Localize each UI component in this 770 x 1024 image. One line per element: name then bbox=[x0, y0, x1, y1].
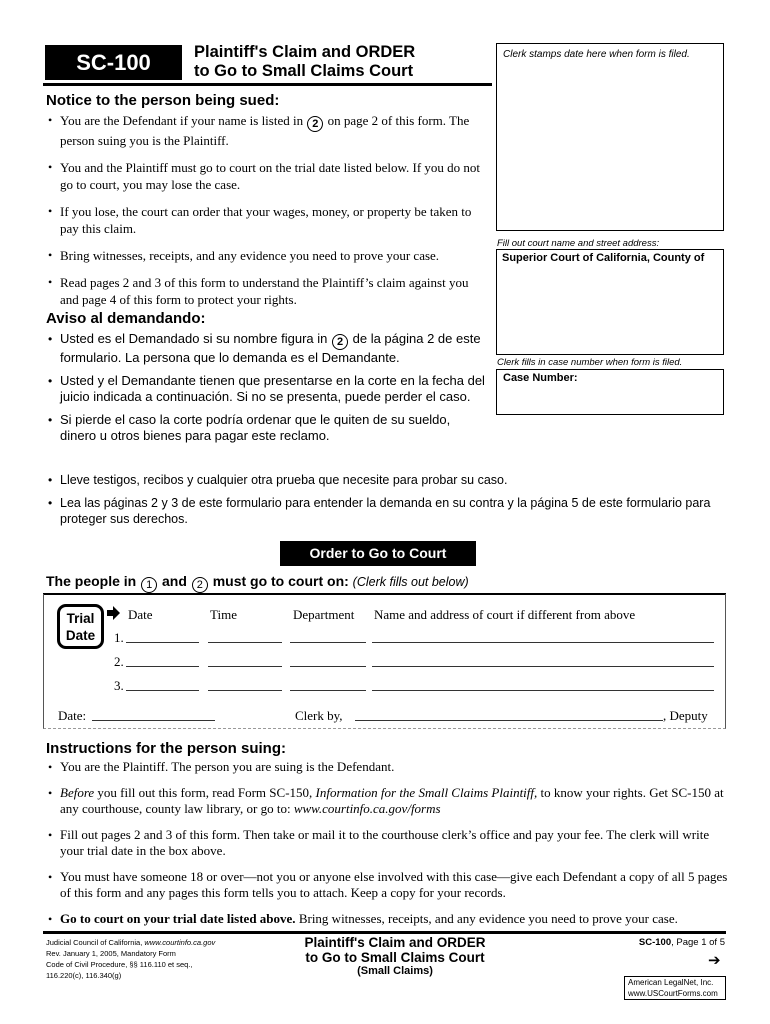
trial-time-2-field[interactable] bbox=[208, 666, 282, 667]
court-address-label: Fill out court name and street address: bbox=[497, 238, 660, 249]
trial-court-3-field[interactable] bbox=[372, 690, 714, 691]
footer-title: Plaintiff's Claim and ORDER to Go to Small Claims Court (Small Claims) bbox=[304, 935, 486, 977]
aviso-item: • Si pierde el caso la corte podría ordenar que le quiten de su sueldo, dinero u otros bienes para pagar este reclamo. bbox=[46, 412, 486, 445]
court-address-field[interactable] bbox=[496, 249, 724, 355]
circled-number-2-icon: 2 bbox=[332, 334, 348, 350]
trial-date-3-field[interactable] bbox=[126, 690, 199, 691]
case-number-field[interactable] bbox=[496, 369, 724, 415]
column-header-court: Name and address of court if different from above bbox=[374, 607, 636, 622]
page-indicator: SC-100, Page 1 of 5 bbox=[638, 937, 725, 948]
arrow-right-icon bbox=[107, 606, 120, 620]
form-title-line1: Plaintiff's Claim and ORDER bbox=[194, 43, 416, 61]
notice-heading: Notice to the person being sued: bbox=[46, 92, 280, 109]
aviso-item: • Lea las páginas 2 y 3 de este formulario para entender la demanda en su contra y la página 5 de este formulario para proteger sus derechos. bbox=[46, 495, 736, 528]
notice-item: • Bring witnesses, receipts, and any evidence you need to prove your case. bbox=[46, 247, 486, 264]
aviso-list-wide bbox=[46, 472, 736, 534]
circled-number-2-icon: 2 bbox=[192, 577, 208, 593]
trial-court-2-field[interactable] bbox=[372, 666, 714, 667]
instruction-item: • Go to court on your trial date listed above. Bring witnesses, receipts, and any evidence you need to prove your case. bbox=[46, 911, 736, 928]
aviso-item: • Usted y el Demandante tienen que presentarse en la corte en la fecha del juicio indicada a continuación. Si no se presenta, puede perder el caso. bbox=[46, 373, 486, 406]
order-banner: Order to Go to Court bbox=[280, 541, 476, 566]
aviso-item: • Lleve testigos, recibos y cualquier otra prueba que necesite para probar su caso. bbox=[46, 472, 736, 489]
footer-divider bbox=[43, 931, 726, 934]
trial-time-3-field[interactable] bbox=[208, 690, 282, 691]
aviso-list bbox=[46, 331, 486, 451]
row-number: 3. bbox=[114, 678, 124, 693]
deputy-label: , Deputy bbox=[663, 708, 708, 723]
instruction-item: • Before you fill out this form, read Form SC-150, Information for the Small Claims Plaintiff, to know your rights. Get SC-150 at any courthouse, county law library, or go to: www.courtinfo.ca.gov/forms bbox=[46, 785, 736, 818]
trial-department-3-field[interactable] bbox=[290, 690, 366, 691]
issue-date-label: Date: bbox=[58, 708, 87, 723]
publisher-box: American LegalNet, Inc. www.USCourtForms.com bbox=[624, 976, 726, 1000]
notice-item: • You and the Plaintiff must go to court on the trial date listed below. If you do not go to court, you may lose the case. bbox=[46, 159, 486, 193]
notice-item: • Read pages 2 and 3 of this form to understand the Plaintiff’s claim against you and page 4 of this form to protect your rights. bbox=[46, 274, 486, 308]
clerk-stamp-label: Clerk stamps date here when form is filed. bbox=[503, 49, 690, 60]
trial-court-1-field[interactable] bbox=[372, 642, 714, 643]
instructions-list bbox=[46, 759, 736, 936]
trial-department-1-field[interactable] bbox=[290, 642, 366, 643]
form-id-badge: SC-100 bbox=[45, 45, 182, 80]
form-title-line2: to Go to Small Claims Court bbox=[194, 62, 414, 80]
case-number-label: Clerk fills in case number when form is filed. bbox=[497, 357, 683, 368]
row-number: 1. bbox=[114, 630, 124, 645]
trial-date-1-field[interactable] bbox=[126, 642, 199, 643]
clerk-stamp-box bbox=[496, 43, 724, 231]
footer-citation: Judicial Council of California, www.courtinfo.ca.gov Rev. January 1, 2005, Mandatory Form Code of Civil Procedure, §§ 116.110 et seq., 116.220(c), 116.340(g) bbox=[46, 938, 216, 980]
forms-link[interactable]: www.courtinfo.ca.gov/forms bbox=[293, 801, 441, 816]
trial-department-2-field[interactable] bbox=[290, 666, 366, 667]
column-header-department: Department bbox=[293, 607, 355, 622]
instructions-heading: Instructions for the person suing: bbox=[46, 740, 287, 757]
row-number: 2. bbox=[114, 654, 124, 669]
clerk-by-label: Clerk by, bbox=[295, 708, 343, 723]
trial-date-badge: Trial Date bbox=[57, 604, 104, 649]
notice-item: • You are the Defendant if your name is listed in 2 on page 2 of this form. The person suing you is the Plaintiff. bbox=[46, 112, 486, 149]
courtinfo-link[interactable]: www.courtinfo.ca.gov bbox=[144, 938, 216, 947]
circled-number-2-icon: 2 bbox=[307, 116, 323, 132]
title-divider bbox=[43, 83, 492, 86]
instruction-item: • You are the Plaintiff. The person you are suing is the Defendant. bbox=[46, 759, 736, 776]
clerk-signature-field[interactable] bbox=[355, 720, 663, 721]
issue-date-field[interactable] bbox=[92, 720, 215, 721]
column-header-date: Date bbox=[128, 607, 153, 622]
instruction-item: • You must have someone 18 or over—not you or anyone else involved with this case—give each Defendant a copy of all 5 pages of this form and any pages this form tells you to attach. Keep a copy for your records. bbox=[46, 869, 736, 902]
people-must-go-line: The people in 1 and 2 must go to court on: (Clerk fills out below) bbox=[46, 573, 469, 591]
instruction-item: • Fill out pages 2 and 3 of this form. Then take or mail it to the courthouse clerk’s office and pay your fee. The clerk will write your trial date in the box above. bbox=[46, 827, 736, 860]
column-header-time: Time bbox=[210, 607, 237, 622]
case-number-title: Case Number: bbox=[503, 372, 578, 384]
trial-date-2-field[interactable] bbox=[126, 666, 199, 667]
next-page-arrow-icon[interactable]: ➔ bbox=[708, 951, 721, 969]
trial-time-1-field[interactable] bbox=[208, 642, 282, 643]
notice-list bbox=[46, 112, 486, 318]
aviso-item: • Usted es el Demandado si su nombre figura in 2 de la página 2 de este formulario. La persona que lo demanda es el Demandante. bbox=[46, 331, 486, 367]
aviso-heading: Aviso al demandando: bbox=[46, 310, 206, 327]
court-address-value: Superior Court of California, County of bbox=[502, 252, 705, 264]
form-title bbox=[194, 43, 415, 81]
circled-number-1-icon: 1 bbox=[141, 577, 157, 593]
notice-item: • If you lose, the court can order that your wages, money, or property be taken to pay this claim. bbox=[46, 203, 486, 237]
